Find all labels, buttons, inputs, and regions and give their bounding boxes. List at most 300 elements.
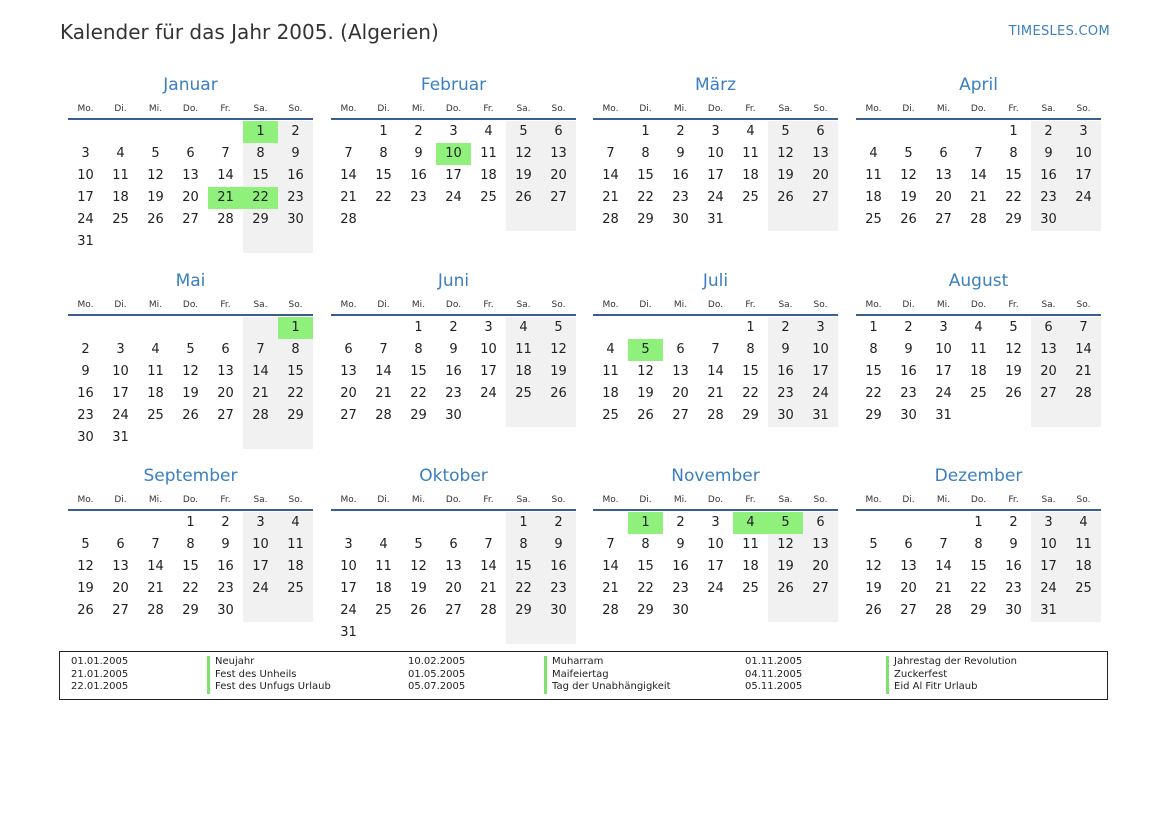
calendar-day: 19: [900, 190, 917, 205]
calendar-day: 11: [506, 339, 541, 361]
month-name: März: [695, 75, 736, 95]
day-grid: [68, 317, 313, 449]
calendar-day: 14: [340, 168, 357, 183]
calendar-day: 3: [803, 317, 838, 339]
weekday-label: Do.: [970, 495, 987, 505]
weekday-header: [856, 298, 1101, 316]
calendar-day: 2: [414, 124, 423, 139]
empty-cell: [331, 512, 366, 534]
calendar-day: 7: [606, 537, 615, 552]
calendar-day: 22: [637, 581, 654, 596]
calendar-day: 2: [81, 342, 90, 357]
calendar-day: 23: [1031, 187, 1066, 209]
legend-holiday-name: Eid Al Fitr Urlaub: [886, 681, 1017, 694]
legend-holiday-name: Jahrestag der Revolution: [886, 656, 1017, 669]
holiday-day: 21: [208, 187, 243, 209]
empty-cell: [593, 512, 628, 534]
calendar-day: 3: [344, 537, 353, 552]
calendar-day: 16: [278, 165, 313, 187]
calendar-day: 24: [112, 408, 129, 423]
calendar-day: 2: [1009, 515, 1018, 530]
legend-date: 10.02.2005: [408, 656, 466, 667]
calendar-day: 19: [182, 386, 199, 401]
calendar-day: 17: [803, 361, 838, 383]
calendar-day: 16: [445, 364, 462, 379]
weekday-label: Di.: [639, 300, 652, 310]
weekday-label: Fr.: [1008, 300, 1019, 310]
calendar-day: 9: [1031, 143, 1066, 165]
calendar-day: 21: [480, 581, 497, 596]
calendar-day: 4: [151, 342, 160, 357]
calendar-day: 25: [112, 212, 129, 227]
calendar-day: 9: [449, 342, 458, 357]
weekday-label: Mo.: [77, 495, 94, 505]
calendar-day: 26: [541, 383, 576, 405]
weekday-label: Do.: [970, 104, 987, 114]
calendar-day: 14: [602, 168, 619, 183]
empty-cell: [278, 427, 313, 449]
legend-date: 01.01.2005: [71, 656, 129, 667]
calendar-day: 12: [506, 143, 541, 165]
weekday-label: Mi.: [673, 300, 688, 310]
weekday-header: [331, 102, 576, 120]
empty-cell: [103, 317, 138, 339]
calendar-day: 27: [935, 212, 952, 227]
calendar-day: 11: [375, 559, 392, 574]
calendar-day: 3: [484, 320, 493, 335]
calendar-day: 10: [77, 168, 94, 183]
calendar-day: 9: [541, 534, 576, 556]
calendar-day: 23: [768, 383, 803, 405]
empty-cell: [173, 121, 208, 143]
empty-cell: [208, 427, 243, 449]
calendar-day: 25: [742, 190, 759, 205]
month-september: [68, 465, 313, 622]
weekday-label: Sa.: [778, 104, 793, 114]
calendar-day: 4: [484, 124, 493, 139]
holiday-day: 1: [278, 317, 313, 339]
calendar-day: 16: [217, 559, 234, 574]
calendar-day: 2: [541, 512, 576, 534]
calendar-day: 12: [1005, 342, 1022, 357]
calendar-day: 27: [803, 578, 838, 600]
weekday-label: Mo.: [340, 104, 357, 114]
calendar-day: 1: [974, 515, 983, 530]
calendar-day: 6: [803, 512, 838, 534]
calendar-day: 27: [803, 187, 838, 209]
calendar-day: 27: [340, 408, 357, 423]
calendar-day: 19: [1005, 364, 1022, 379]
calendar-day: 10: [1031, 534, 1066, 556]
calendar-day: 21: [602, 581, 619, 596]
day-grid: [331, 121, 576, 231]
empty-cell: [1066, 405, 1101, 427]
calendar-day: 8: [974, 537, 983, 552]
calendar-day: 29: [278, 405, 313, 427]
calendar-day: 5: [768, 121, 803, 143]
calendar-day: 1: [414, 320, 423, 335]
calendar-day: 28: [602, 603, 619, 618]
calendar-day: 24: [445, 190, 462, 205]
calendar-day: 16: [768, 361, 803, 383]
calendar-day: 15: [865, 364, 882, 379]
calendar-day: 31: [707, 212, 724, 227]
legend-date-column: [71, 656, 128, 694]
calendar-day: 30: [1031, 209, 1066, 231]
calendar-day: 16: [672, 559, 689, 574]
calendar-day: 30: [672, 603, 689, 618]
month-name: Mai: [175, 271, 206, 291]
calendar-day: 18: [602, 386, 619, 401]
calendar-day: 10: [1066, 143, 1101, 165]
empty-cell: [996, 405, 1031, 427]
calendar-day: 15: [742, 364, 759, 379]
month-juni: [331, 270, 576, 427]
calendar-day: 29: [182, 603, 199, 618]
calendar-day: 21: [147, 581, 164, 596]
calendar-day: 18: [112, 190, 129, 205]
calendar-day: 18: [375, 581, 392, 596]
brand-link[interactable]: TIMESLES.COM: [1008, 24, 1110, 39]
calendar-day: 17: [707, 559, 724, 574]
calendar-day: 10: [112, 364, 129, 379]
calendar-day: 6: [1031, 317, 1066, 339]
empty-cell: [506, 622, 541, 644]
calendar-day: 31: [340, 625, 357, 640]
calendar-day: 6: [221, 342, 230, 357]
calendar-day: 11: [147, 364, 164, 379]
weekday-label: So.: [1076, 300, 1091, 310]
weekday-label: Do.: [707, 300, 724, 310]
calendar-day: 4: [1066, 512, 1101, 534]
calendar-day: 8: [1009, 146, 1018, 161]
calendar-day: 2: [676, 124, 685, 139]
empty-cell: [331, 317, 366, 339]
empty-cell: [891, 121, 926, 143]
calendar-day: 20: [900, 581, 917, 596]
calendar-day: 8: [278, 339, 313, 361]
calendar-day: 24: [935, 386, 952, 401]
calendar-day: 31: [77, 234, 94, 249]
month-name: Juni: [437, 271, 470, 291]
calendar-day: 22: [637, 190, 654, 205]
month-februar: [331, 74, 576, 231]
weekday-header: [856, 102, 1101, 120]
calendar-day: 30: [217, 603, 234, 618]
calendar-day: 11: [1066, 534, 1101, 556]
weekday-label: Fr.: [220, 495, 231, 505]
calendar-day: 24: [707, 581, 724, 596]
weekday-label: Fr.: [745, 495, 756, 505]
calendar-day: 10: [803, 339, 838, 361]
month-oktober: [331, 465, 576, 644]
calendar-day: 21: [1066, 361, 1101, 383]
calendar-day: 12: [182, 364, 199, 379]
calendar-day: 4: [116, 146, 125, 161]
month-juli: [593, 270, 838, 427]
day-grid: [593, 121, 838, 231]
calendar-day: 26: [865, 603, 882, 618]
empty-cell: [471, 405, 506, 427]
calendar-day: 29: [637, 212, 654, 227]
holiday-day: 5: [768, 512, 803, 534]
calendar-day: 16: [900, 364, 917, 379]
empty-cell: [243, 600, 278, 622]
calendar-day: 18: [742, 168, 759, 183]
calendar-day: 17: [707, 168, 724, 183]
month-name: April: [959, 75, 998, 95]
calendar-day: 14: [1066, 339, 1101, 361]
calendar-day: 23: [541, 578, 576, 600]
calendar-day: 29: [970, 603, 987, 618]
calendar-day: 10: [707, 146, 724, 161]
calendar-day: 1: [186, 515, 195, 530]
weekday-label: Mo.: [602, 104, 619, 114]
calendar-day: 8: [641, 146, 650, 161]
holiday-day: 1: [243, 121, 278, 143]
weekday-label: Do.: [182, 104, 199, 114]
calendar-day: 7: [974, 146, 983, 161]
calendar-day: 17: [112, 386, 129, 401]
calendar-day: 28: [935, 603, 952, 618]
calendar-day: 16: [1005, 559, 1022, 574]
calendar-day: 22: [970, 581, 987, 596]
weekday-label: Mi.: [673, 104, 688, 114]
calendar-day: 21: [707, 386, 724, 401]
weekday-label: Di.: [114, 495, 127, 505]
calendar-day: 9: [221, 537, 230, 552]
holiday-day: 1: [628, 512, 663, 534]
weekday-label: Di.: [902, 300, 915, 310]
day-grid: [331, 512, 576, 644]
empty-cell: [138, 231, 173, 253]
calendar-day: 27: [672, 408, 689, 423]
weekday-label: So.: [288, 495, 303, 505]
calendar-day: 11: [278, 534, 313, 556]
calendar-day: 10: [480, 342, 497, 357]
calendar-day: 12: [541, 339, 576, 361]
empty-cell: [173, 231, 208, 253]
weekday-label: Do.: [445, 495, 462, 505]
calendar-day: 26: [637, 408, 654, 423]
weekday-label: So.: [551, 495, 566, 505]
weekday-label: So.: [288, 104, 303, 114]
calendar-day: 9: [81, 364, 90, 379]
empty-cell: [471, 622, 506, 644]
empty-cell: [436, 209, 471, 231]
empty-cell: [138, 427, 173, 449]
calendar-day: 5: [1009, 320, 1018, 335]
weekday-label: Fr.: [483, 104, 494, 114]
calendar-day: 31: [935, 408, 952, 423]
empty-cell: [208, 317, 243, 339]
calendar-day: 8: [506, 534, 541, 556]
weekday-label: Sa.: [253, 495, 268, 505]
month-januar: [68, 74, 313, 253]
calendar-day: 23: [1005, 581, 1022, 596]
calendar-day: 18: [506, 361, 541, 383]
calendar-day: 7: [344, 146, 353, 161]
calendar-day: 20: [1031, 361, 1066, 383]
calendar-day: 4: [506, 317, 541, 339]
calendar-day: 29: [506, 600, 541, 622]
calendar-day: 20: [935, 190, 952, 205]
legend-date-column: [408, 656, 465, 694]
empty-cell: [401, 512, 436, 534]
calendar-day: 11: [112, 168, 129, 183]
empty-cell: [768, 600, 803, 622]
calendar-day: 29: [243, 209, 278, 231]
calendar-day: 12: [900, 168, 917, 183]
weekday-label: Di.: [114, 300, 127, 310]
calendar-day: 18: [1066, 556, 1101, 578]
calendar-day: 4: [974, 320, 983, 335]
calendar-day: 28: [1066, 383, 1101, 405]
calendar-day: 23: [278, 187, 313, 209]
calendar-day: 13: [340, 364, 357, 379]
calendar-day: 25: [970, 386, 987, 401]
calendar-day: 22: [410, 386, 427, 401]
calendar-day: 7: [1066, 317, 1101, 339]
calendar-day: 28: [602, 212, 619, 227]
calendar-day: 25: [506, 383, 541, 405]
calendar-day: 6: [449, 537, 458, 552]
empty-cell: [541, 209, 576, 231]
calendar-day: 30: [445, 408, 462, 423]
calendar-day: 3: [711, 124, 720, 139]
calendar-day: 28: [970, 212, 987, 227]
calendar-day: 29: [742, 408, 759, 423]
month-november: [593, 465, 838, 622]
calendar-day: 19: [147, 190, 164, 205]
calendar-day: 16: [541, 556, 576, 578]
calendar-day: 11: [742, 146, 759, 161]
calendar-day: 10: [707, 537, 724, 552]
calendar-day: 18: [480, 168, 497, 183]
calendar-day: 31: [1031, 600, 1066, 622]
month-august: [856, 270, 1101, 427]
weekday-label: Mi.: [411, 300, 426, 310]
calendar-day: 20: [182, 190, 199, 205]
calendar-day: 26: [768, 578, 803, 600]
calendar-day: 2: [1031, 121, 1066, 143]
weekday-label: Sa.: [1041, 300, 1056, 310]
calendar-day: 18: [147, 386, 164, 401]
calendar-day: 4: [379, 537, 388, 552]
weekday-label: Mi.: [148, 300, 163, 310]
empty-cell: [733, 209, 768, 231]
weekday-label: So.: [1076, 495, 1091, 505]
empty-cell: [541, 405, 576, 427]
calendar-day: 1: [869, 320, 878, 335]
calendar-day: 19: [77, 581, 94, 596]
calendar-day: 3: [243, 512, 278, 534]
empty-cell: [961, 405, 996, 427]
calendar-day: 12: [768, 143, 803, 165]
calendar-day: 14: [147, 559, 164, 574]
calendar-day: 21: [602, 190, 619, 205]
calendar-day: 6: [803, 121, 838, 143]
day-grid: [331, 317, 576, 427]
empty-cell: [1066, 600, 1101, 622]
calendar-day: 5: [506, 121, 541, 143]
month-name: November: [671, 466, 760, 486]
weekday-label: Mo.: [865, 104, 882, 114]
calendar-day: 13: [935, 168, 952, 183]
calendar-day: 19: [410, 581, 427, 596]
calendar-day: 26: [1005, 386, 1022, 401]
calendar-day: 20: [445, 581, 462, 596]
calendar-day: 1: [641, 124, 650, 139]
calendar-day: 20: [340, 386, 357, 401]
weekday-label: Mo.: [602, 300, 619, 310]
calendar-day: 7: [221, 146, 230, 161]
calendar-day: 19: [506, 165, 541, 187]
weekday-label: So.: [1076, 104, 1091, 114]
empty-cell: [278, 600, 313, 622]
calendar-day: 27: [900, 603, 917, 618]
empty-cell: [68, 317, 103, 339]
empty-cell: [366, 317, 401, 339]
calendar-day: 30: [77, 430, 94, 445]
calendar-day: 7: [379, 342, 388, 357]
calendar-day: 11: [480, 146, 497, 161]
legend-holiday-name: Neujahr: [207, 656, 331, 669]
weekday-label: Mi.: [936, 104, 951, 114]
calendar-day: 23: [410, 190, 427, 205]
calendar-day: 30: [768, 405, 803, 427]
calendar-day: 15: [375, 168, 392, 183]
calendar-day: 25: [742, 581, 759, 596]
calendar-day: 6: [344, 342, 353, 357]
empty-cell: [366, 622, 401, 644]
calendar-day: 8: [746, 342, 755, 357]
empty-cell: [541, 622, 576, 644]
calendar-day: 6: [904, 537, 913, 552]
empty-cell: [733, 600, 768, 622]
empty-cell: [768, 209, 803, 231]
page-title: Kalender für das Jahr 2005. (Algerien): [60, 20, 439, 44]
calendar-day: 13: [803, 534, 838, 556]
calendar-day: 1: [379, 124, 388, 139]
weekday-label: So.: [551, 300, 566, 310]
calendar-day: 21: [935, 581, 952, 596]
weekday-label: So.: [813, 104, 828, 114]
calendar-day: 17: [935, 364, 952, 379]
weekday-label: Fr.: [483, 495, 494, 505]
calendar-day: 15: [278, 361, 313, 383]
empty-cell: [471, 512, 506, 534]
weekday-label: Di.: [377, 104, 390, 114]
calendar-day: 22: [182, 581, 199, 596]
weekday-label: Do.: [970, 300, 987, 310]
empty-cell: [1031, 405, 1066, 427]
calendar-day: 17: [1031, 556, 1066, 578]
calendar-day: 19: [637, 386, 654, 401]
month-name: Oktober: [419, 466, 488, 486]
weekday-label: Fr.: [745, 104, 756, 114]
legend-holiday-name: Fest des Unfugs Urlaub: [207, 681, 331, 694]
weekday-label: Do.: [445, 104, 462, 114]
calendar-day: 4: [746, 124, 755, 139]
calendar-day: 17: [243, 556, 278, 578]
calendar-day: 24: [480, 386, 497, 401]
calendar-day: 24: [77, 212, 94, 227]
calendar-day: 22: [278, 383, 313, 405]
calendar-day: 25: [278, 578, 313, 600]
empty-cell: [803, 209, 838, 231]
weekday-label: Sa.: [778, 495, 793, 505]
